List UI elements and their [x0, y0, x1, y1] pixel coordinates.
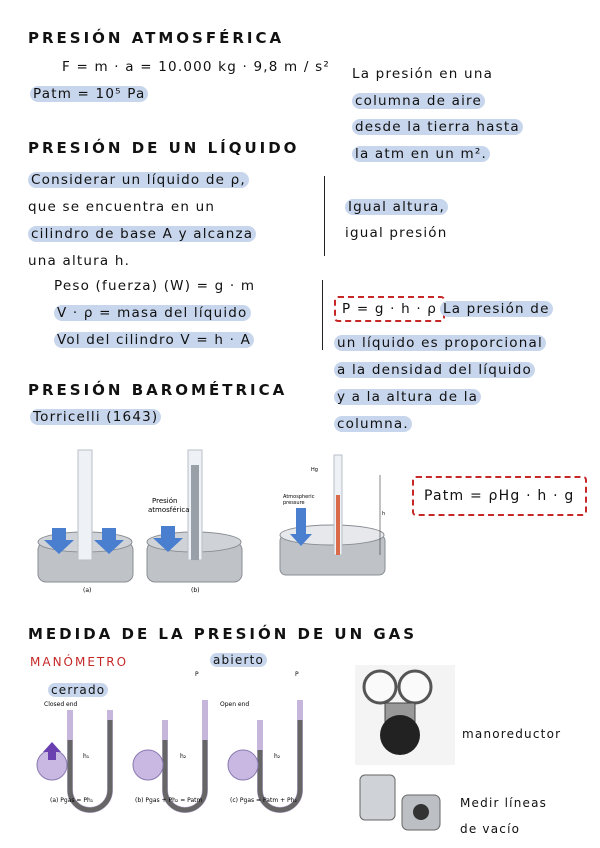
- brace-2: [322, 280, 327, 350]
- liquid-pressure-formula: P = g · h · ρ: [334, 296, 445, 322]
- caption-c: (c) Pgas = Patm + Ph₂: [230, 797, 297, 804]
- caption-b: (b) Pgas + Ph₂ = Patm: [135, 797, 203, 804]
- patm-label-c: P: [295, 671, 299, 678]
- closed-end-label: Closed end: [44, 701, 78, 708]
- h2-label-c: h₂: [274, 753, 281, 760]
- barometric-formula: Patm = ρHg · h · g: [412, 476, 587, 516]
- manometro-label: MANÓMETRO: [30, 655, 129, 669]
- caption-a: (a) Pgas = Ph₁: [50, 797, 94, 804]
- barometer-figure-b: [147, 450, 242, 594]
- fig-atm-pressure: Atmospheric: [283, 494, 315, 500]
- h2-label-b: h₂: [180, 753, 187, 760]
- manometer-open-c: [228, 671, 300, 810]
- fig-atm-pressure-2: pressure: [283, 500, 305, 506]
- h1-label: h₁: [83, 753, 90, 760]
- fig-atmosferica: atmosférica: [148, 506, 190, 514]
- fig-h: h: [382, 511, 386, 517]
- patm-label-b: P: [195, 671, 199, 678]
- section-title-barometric: PRESIÓN BAROMÉTRICA: [28, 381, 288, 399]
- manometer-closed: [37, 701, 110, 810]
- barometer-figure-c: [280, 455, 385, 575]
- vacuum-gauge-image: [355, 770, 445, 840]
- manometer-open-b: [133, 671, 249, 810]
- open-end-label: Open end: [220, 701, 250, 708]
- prop-line-0: La presión de: [440, 301, 553, 317]
- pressure-regulator-image: [355, 665, 455, 765]
- cerrado-label: cerrado: [48, 683, 108, 697]
- barometer-figure-a: [38, 450, 133, 594]
- section-title-atmospheric: PRESIÓN ATMOSFÉRICA: [28, 29, 285, 47]
- consider-text: Considerar un líquido de ρ, que se encuentra en un cilindro de base A y alcanza una altura h.: [28, 167, 256, 275]
- weight-equations: Peso (fuerza) (W) = g · m V · ρ = masa del líquido Vol del cilindro V = h · A: [54, 278, 256, 348]
- equal-text: Igual altura, igual presión: [345, 199, 448, 241]
- fig-presion: Presión: [152, 497, 178, 505]
- fig-b-label: (b): [191, 587, 200, 594]
- section-title-liquid: PRESIÓN DE UN LÍQUIDO: [28, 139, 300, 157]
- atm-note: La presión en una columna de aire desde la tierra hasta la atm en un m².: [352, 61, 523, 167]
- manometer-figures: [30, 670, 340, 835]
- torricelli-label: Torricelli (1643): [30, 409, 161, 425]
- fig-a-label: (a): [83, 587, 92, 594]
- patm-value: Patm = 10⁵ Pa: [30, 86, 148, 102]
- barometer-figures: [30, 440, 570, 605]
- brace-1: [324, 176, 329, 256]
- section-title-gas: MEDIDA DE LA PRESIÓN DE UN GAS: [28, 625, 418, 643]
- force-formula: F = m · a = 10.000 kg · 9,8 m / s²: [62, 59, 330, 75]
- manoreductor-label: manoreductor: [462, 727, 562, 741]
- vacuum-note: Medir líneas de vacío: [460, 796, 548, 836]
- prop-text: un líquido es proporcional a la densidad del líquido y a la altura de la columna.: [334, 330, 546, 438]
- abierto-label: abierto: [210, 653, 267, 667]
- fig-hg: Hg: [311, 467, 318, 473]
